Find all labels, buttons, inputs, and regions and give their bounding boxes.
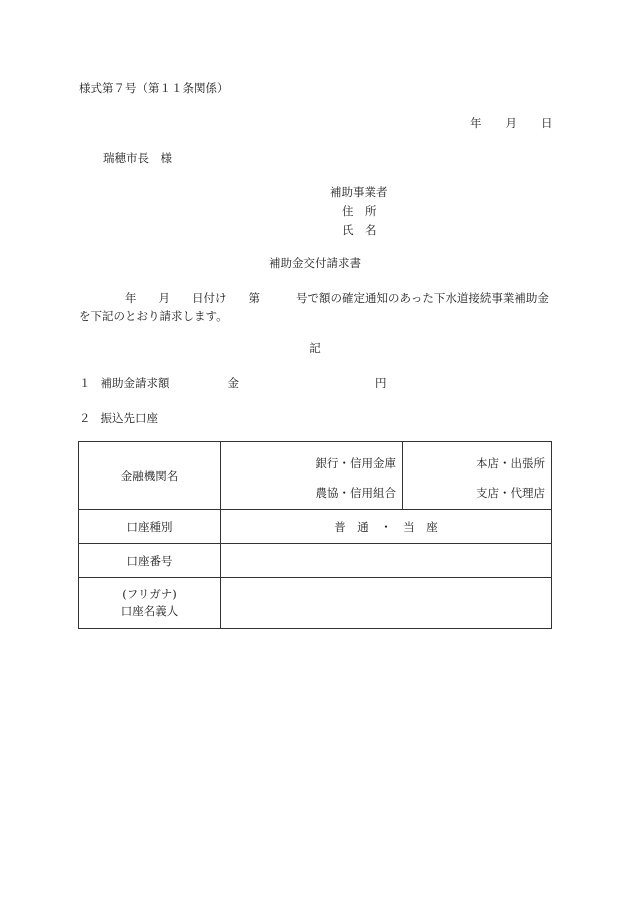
bank-account-table [78,441,552,629]
body-month: 月 [158,291,170,305]
ki-heading: 記 [309,341,321,355]
addressee: 瑞穂市長 様 [103,151,172,165]
account-number-field[interactable] [221,544,552,578]
account-holder-label: 口座名義人 [120,604,179,618]
body-paragraph [79,289,559,325]
furigana-label: (フリガナ) [122,587,177,601]
item1-number: １ [79,376,91,390]
branch-sub: 支店・代理店 [476,486,545,500]
applicant-title: 補助事業者 [330,185,388,199]
branch-type-cell[interactable] [403,442,551,509]
coop-types: 農協・信用組合 [315,486,396,500]
date-year: 年 [470,116,482,130]
institution-row [79,442,552,510]
applicant-name-label: 氏 名 [342,223,377,237]
item-request-amount [79,375,387,391]
date-month: 月 [505,116,517,130]
account-type-value[interactable]: 普 通 ・ 当 座 [221,510,552,544]
institution-field[interactable] [221,442,552,510]
account-holder-field[interactable] [221,578,552,629]
item1-yen: 円 [375,376,387,390]
date-line [470,115,553,131]
body-dated: 日付け [192,291,227,305]
item1-label: 補助金請求額 [100,376,170,390]
bank-types: 銀行・信用金庫 [315,456,396,470]
item2-label: 振込先口座 [100,411,158,425]
account-type-row [79,510,552,544]
account-holder-row [79,578,552,629]
item-transfer-account [79,410,158,426]
institution-label: 金融機関名 [79,442,221,510]
account-number-label: 口座番号 [79,544,221,578]
date-day: 日 [541,116,553,130]
account-number-row [79,544,552,578]
branch-main: 本店・出張所 [476,456,545,470]
item1-kin: 金 [227,376,239,390]
form-id: 様式第７号（第１１条関係） [79,81,229,95]
body-year: 年 [125,291,137,305]
item2-number: ２ [79,411,91,425]
institution-type-cell[interactable] [221,442,403,509]
account-holder-label-cell [79,578,221,629]
applicant-address-label: 住 所 [342,204,377,218]
body-text: 号で額の確定通知のあった下水道接続事業補助金を下記のとおり請求します。 [79,291,549,323]
account-type-label: 口座種別 [79,510,221,544]
body-number-prefix: 第 [248,291,260,305]
document-title: 補助金交付請求書 [269,256,361,270]
